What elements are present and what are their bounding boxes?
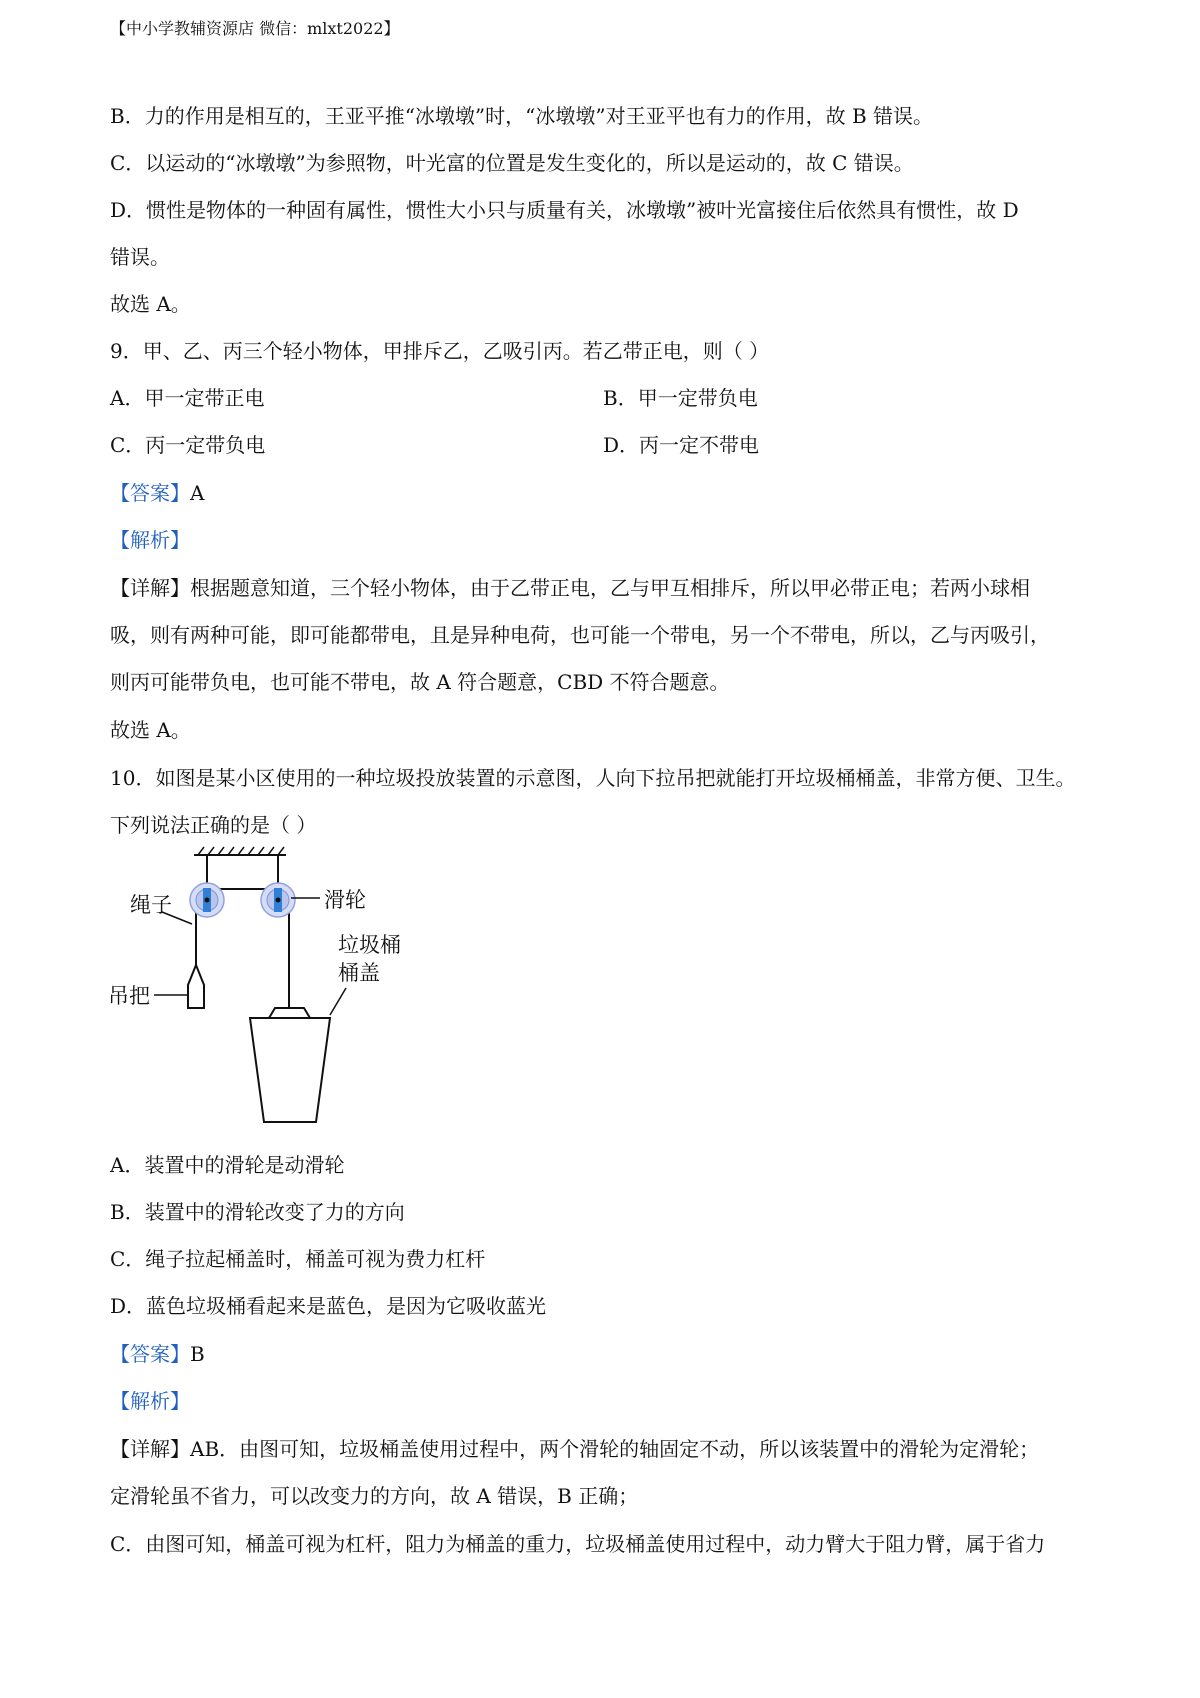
left-pulley bbox=[190, 883, 224, 917]
prev-explanation-d-line2: 错误。 bbox=[110, 245, 170, 269]
q9-option-d: D．丙一定不带电 bbox=[603, 433, 760, 457]
q10-answer bbox=[110, 1341, 205, 1367]
q9-conclusion: 故选 A。 bbox=[110, 718, 191, 742]
lid-label: 桶盖 bbox=[338, 961, 380, 985]
q9-answer-tag: 【答案】 bbox=[110, 481, 190, 505]
q9-stem: 9．甲、乙、丙三个轻小物体，甲排斥乙，乙吸引丙。若乙带正电，则（ ） bbox=[110, 339, 770, 363]
page-header: 【中小学教辅资源店 微信：mlxt2022】 bbox=[110, 19, 400, 38]
prev-explanation-d-line1: D．惯性是物体的一种固有属性，惯性大小只与质量有关，冰墩墩”被叶光富接住后依然具有惯性，故 D bbox=[110, 198, 1019, 222]
prev-explanation-c: C．以运动的“冰墩墩”为参照物，叶光富的位置是发生变化的，所以是运动的，故 C 错误。 bbox=[110, 151, 914, 175]
q10-detail-line3: C．由图可知，桶盖可视为杠杆，阻力为桶盖的重力，垃圾桶盖使用过程中，动力臂大于阻力臂，属于省力 bbox=[110, 1532, 1046, 1556]
q9-detail-text1: 根据题意知道，三个轻小物体，由于乙带正电，乙与甲互相排斥，所以甲必带正电；若两小球相 bbox=[190, 576, 1030, 600]
q10-answer-value: B bbox=[190, 1342, 205, 1366]
handle-label: 吊把 bbox=[108, 984, 150, 1008]
q9-option-b: B．甲一定带负电 bbox=[603, 386, 758, 410]
q9-detail-line2: 吸，则有两种可能，即可能都带电，且是异种电荷，也可能一个带电，另一个不带电，所以，乙与丙吸引， bbox=[110, 623, 1050, 647]
q9-detail-line3: 则丙可能带负电，也可能不带电，故 A 符合题意，CBD 不符合题意。 bbox=[110, 670, 730, 694]
q9-answer-value: A bbox=[190, 481, 205, 505]
q9-detail-line1 bbox=[110, 575, 1030, 601]
q10-option-d: D．蓝色垃圾桶看起来是蓝色，是因为它吸收蓝光 bbox=[110, 1294, 547, 1318]
q10-analysis-tag bbox=[110, 1388, 190, 1414]
q10-detail-tag: 【详解】 bbox=[110, 1437, 190, 1461]
handle bbox=[188, 965, 204, 1008]
bin-lid-knob bbox=[269, 1008, 310, 1018]
pulley-label: 滑轮 bbox=[324, 888, 366, 912]
pulley-diagram bbox=[104, 840, 444, 1130]
q9-answer bbox=[110, 480, 204, 506]
q9-analysis-tag bbox=[110, 527, 190, 553]
q9-option-c: C．丙一定带负电 bbox=[110, 433, 266, 457]
rope-label: 绳子 bbox=[130, 893, 172, 917]
bin-label: 垃圾桶 bbox=[338, 933, 401, 957]
prev-explanation-b: B．力的作用是相互的，王亚平推“冰墩墩”时，“冰墩墩”对王亚平也有力的作用，故 B 错误。 bbox=[110, 104, 934, 128]
q10-detail-text1: AB．由图可知，垃圾桶盖使用过程中，两个滑轮的轴固定不动，所以该装置中的滑轮为定滑轮； bbox=[190, 1437, 1040, 1461]
q10-stem-line2: 下列说法正确的是（ ） bbox=[110, 813, 317, 837]
q10-stem-line1: 10．如图是某小区使用的一种垃圾投放装置的示意图，人向下拉吊把就能打开垃圾桶桶盖，非常方便、卫生。 bbox=[110, 766, 1076, 790]
q9-detail-tag: 【详解】 bbox=[110, 576, 190, 600]
q10-answer-tag: 【答案】 bbox=[110, 1342, 190, 1366]
lid-leader bbox=[330, 988, 346, 1015]
q9-option-a: A．甲一定带正电 bbox=[110, 386, 265, 410]
q10-option-c: C．绳子拉起桶盖时，桶盖可视为费力杠杆 bbox=[110, 1247, 486, 1271]
ceiling-hatch bbox=[198, 847, 284, 855]
prev-conclusion: 故选 A。 bbox=[110, 292, 191, 316]
q9-analysis-label: 【解析】 bbox=[110, 528, 190, 552]
right-pulley bbox=[261, 883, 295, 917]
q10-option-b: B．装置中的滑轮改变了力的方向 bbox=[110, 1200, 405, 1224]
trash-bin bbox=[250, 1018, 330, 1122]
q10-analysis-label: 【解析】 bbox=[110, 1389, 190, 1413]
q10-detail-line2: 定滑轮虽不省力，可以改变力的方向，故 A 错误，B 正确； bbox=[110, 1484, 639, 1508]
q10-option-a: A．装置中的滑轮是动滑轮 bbox=[110, 1153, 345, 1177]
q10-detail-line1 bbox=[110, 1436, 1039, 1462]
